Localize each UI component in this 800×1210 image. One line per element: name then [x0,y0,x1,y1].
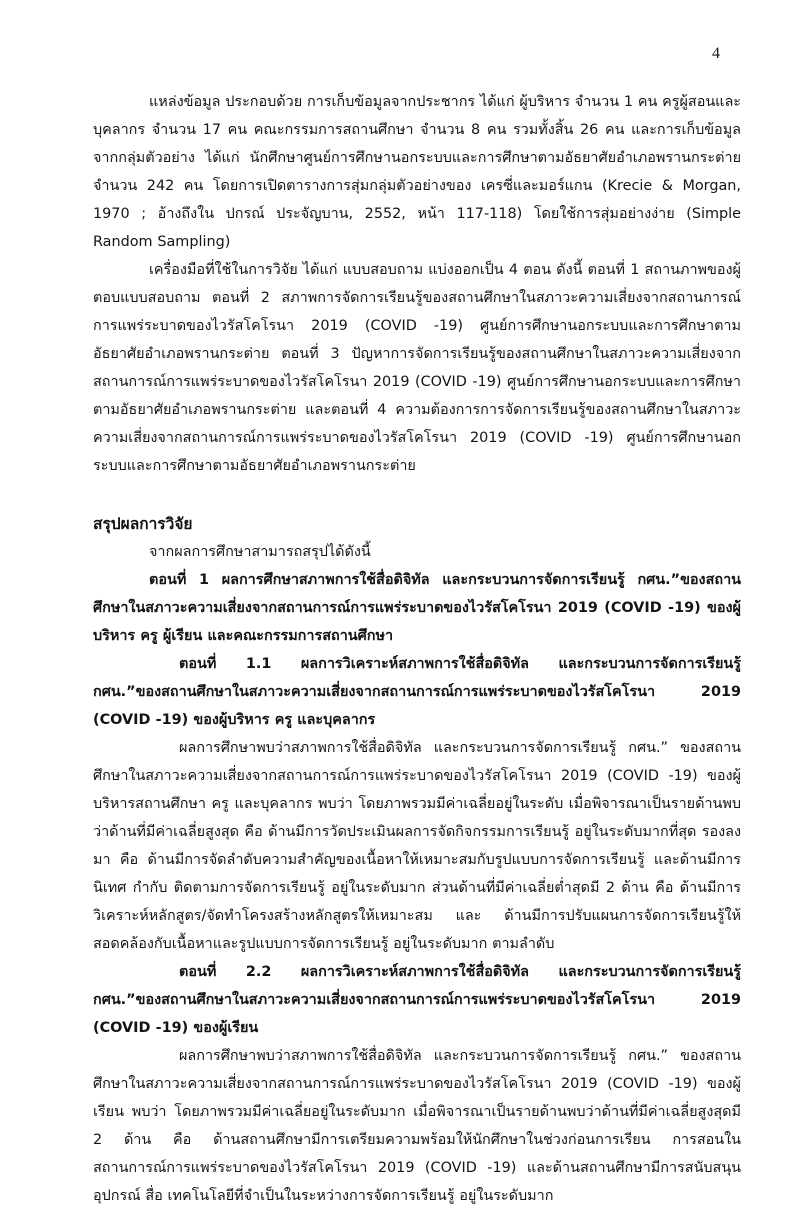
section-spacer [93,480,741,510]
paragraph-part-1-heading: ตอนที่ 1 ผลการศึกษาสภาพการใช้สื่อดิจิทัล และกระบวนการจัดการเรียนรู้ กศน.”ของสถานศึกษาในสภาวะความเสี่ยงจากสถานการณ์การแพร่ระบาดของไวรัสโคโรนา 2019 (COVID -19) ของผู้บริหาร ครู ผู้เรียน และคณะกรรมการสถานศึกษา [93,572,741,644]
document-body [93,88,741,1210]
section-heading-research-summary: สรุปผลการวิจัย [93,515,193,533]
paragraph-part-1-1-heading: ตอนที่ 1.1 ผลการวิเคราะห์สภาพการใช้สื่อดิจิทัล และกระบวนการจัดการเรียนรู้ กศน.”ของสถานศึกษาในสภาวะความเสี่ยงจากสถานการณ์การแพร่ระบาดของไวรัสโคโรนา 2019 (COVID -19) ของผู้บริหาร ครู และบุคลากร [93,656,741,728]
paragraph-part-1-1-body: ผลการศึกษาพบว่าสภาพการใช้สื่อดิจิทัล และกระบวนการจัดการเรียนรู้ กศน.” ของสถานศึกษาในสภาวะความเสี่ยงจากสถานการณ์การแพร่ระบาดของไวรัสโคโรนา 2019 (COVID -19) ของผู้บริหารสถานศึกษา ครู และบุคลากร พบว่า โดยภาพรวมมีค่าเฉลี่ยอยู่ในระดับ เมื่อพิจารณาเป็นรายด้านพบว่าด้านที่มีค่าเฉลี่ยสูงสุด คือ ด้านมีการวัดประเมินผลการจัดกิจกรรมการเรียนรู้ อยู่ในระดับมากที่สุด รองลงมา คือ ด้านมีการจัดลำดับความสำคัญของเนื้อหาให้เหมาะสมกับรูปแบบการจัดการเรียนรู้ และด้านมีการนิเทศ กำกับ ติดตามการจัดการเรียนรู้ อยู่ในระดับมาก ส่วนด้านที่มีค่าเฉลี่ยต่ำสุดมี 2 ด้าน คือ ด้านมีการวิเคราะห์หลักสูตร/จัดทำโครงสร้างหลักสูตรให้เหมาะสม และ ด้านมีการปรับแผนการจัดการเรียนรู้ให้สอดคล้องกับเนื้อหาและรูปแบบการจัดการเรียนรู้ อยู่ในระดับมาก ตามลำดับ [93,740,741,952]
paragraph-part-2-2-heading: ตอนที่ 2.2 ผลการวิเคราะห์สภาพการใช้สื่อดิจิทัล และกระบวนการจัดการเรียนรู้ กศน.”ของสถานศึกษาในสภาวะความเสี่ยงจากสถานการณ์การแพร่ระบาดของไวรัสโคโรนา 2019 (COVID -19) ของผู้เรียน [93,964,741,1036]
paragraph-part-2-2-body: ผลการศึกษาพบว่าสภาพการใช้สื่อดิจิทัล และกระบวนการจัดการเรียนรู้ กศน.” ของสถานศึกษาในสภาวะความเสี่ยงจากสถานการณ์การแพร่ระบาดของไวรัสโคโรนา 2019 (COVID -19) ของผู้เรียน พบว่า โดยภาพรวมมีค่าเฉลี่ยอยู่ในระดับมาก เมื่อพิจารณาเป็นรายด้านพบว่าด้านที่มีค่าเฉลี่ยสูงสุดมี 2 ด้าน คือ ด้านสถานศึกษามีการเตรียมความพร้อมให้นักศึกษาในช่วงก่อนการเรียน การสอนในสถานการณ์การแพร่ระบาดของไวรัสโคโรนา 2019 (COVID -19) และด้านสถานศึกษามีการสนับสนุนอุปกรณ์ สื่อ เทคโนโลยีที่จำเป็นในระหว่างการจัดการเรียนรู้ อยู่ในระดับมาก [93,1048,741,1204]
paragraph-data-sources: แหล่งข้อมูล ประกอบด้วย การเก็บข้อมูลจากประชากร ได้แก่ ผู้บริหาร จำนวน 1 คน ครูผู้สอนและบุคลากร จำนวน 17 คน คณะกรรมการสถานศึกษา จำนวน 8 คน รวมทั้งสิ้น 26 คน และการเก็บข้อมูลจากกลุ่มตัวอย่าง ได้แก่ นักศึกษาศูนย์การศึกษานอกระบบและการศึกษาตามอัธยาศัยอำเภอพรานกระต่าย จำนวน 242 คน โดยการเปิดตารางการสุ่มกลุ่มตัวอย่างของ เครซี่และมอร์แกน (Krecie & Morgan, 1970 ; อ้างถึงใน ปกรณ์ ประจัญบาน, 2552, หน้า 117-118) โดยใช้การสุ่มอย่างง่าย (Simple Random Sampling) [93,94,741,250]
paragraph-summary-intro: จากผลการศึกษาสามารถสรุปได้ดังนี้ [149,544,371,560]
page-number: 4 [712,45,720,62]
paragraph-research-instruments: เครื่องมือที่ใช้ในการวิจัย ได้แก่ แบบสอบถาม แบ่งออกเป็น 4 ตอน ดังนี้ ตอนที่ 1 สถานภาพของผู้ตอบแบบสอบถาม ตอนที่ 2 สภาพการจัดการเรียนรู้ของสถานศึกษาในสภาวะความเสี่ยงจากสถานการณ์การแพร่ระบาดของไวรัสโคโรนา 2019 (COVID -19) ศูนย์การศึกษานอกระบบและการศึกษาตามอัธยาศัยอำเภอพรานกระต่าย ตอนที่ 3 ปัญหาการจัดการเรียนรู้ของสถานศึกษาในสภาวะความเสี่ยงจากสถานการณ์การแพร่ระบาดของไวรัสโคโรนา 2019 (COVID -19) ศูนย์การศึกษานอกระบบและการศึกษาตามอัธยาศัยอำเภอพรานกระต่าย และตอนที่ 4 ความต้องการการจัดการเรียนรู้ของสถานศึกษาในสภาวะความเสี่ยงจากสถานการณ์การแพร่ระบาดของไวรัสโคโรนา 2019 (COVID -19) ศูนย์การศึกษานอกระบบและการศึกษาตามอัธยาศัยอำเภอพรานกระต่าย [93,262,741,474]
